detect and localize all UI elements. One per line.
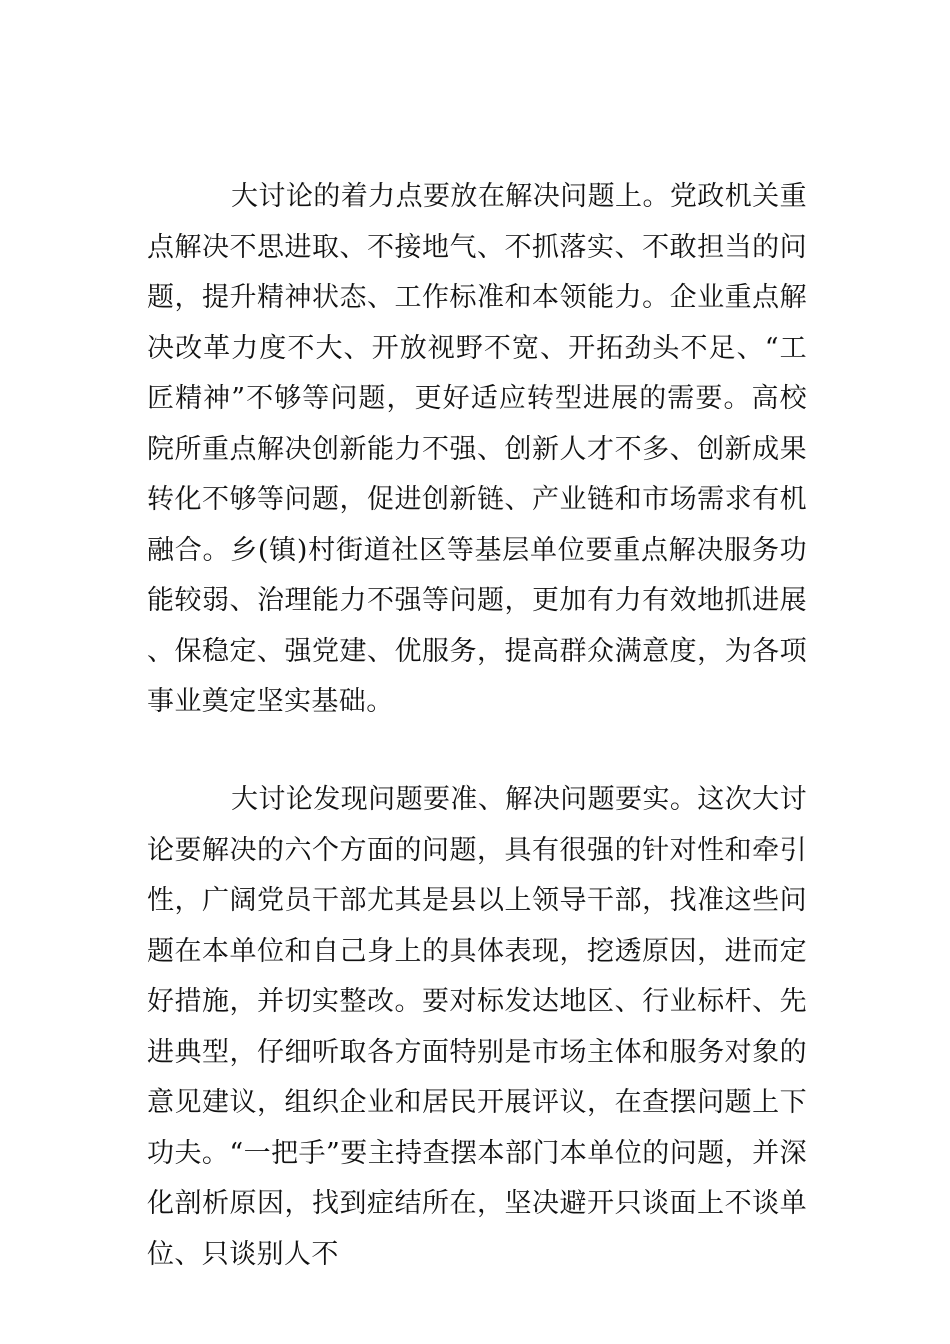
- body-paragraph-2: 大讨论发现问题要准、解决问题要实。这次大讨论要解决的六个方面的问题，具有很强的针对性和牵引性，广阔党员干部尤其是县以上领导干部，找准这些问题在本单位和自己身上的具体表现，挖透原因，进而定好措施，并切实整改。要对标发达地区、行业标杆、先进典型，仔细听取各方面特别是市场主体和服务对象的意见建议，组织企业和居民开展评议，在查摆问题上下功夫。“一把手”要主持查摆本部门本单位的问题，并深化剖析原因，找到症结所在，坚决避开只谈面上不谈单位、只谈别人不: [147, 784, 807, 1270]
- body-paragraph-1: 大讨论的着力点要放在解决问题上。党政机关重点解决不思进取、不接地气、不抓落实、不敢担当的问题，提升精神状态、工作标准和本领能力。企业重点解决改革力度不大、开放视野不宽、开拓劲头不足、“工匠精神”不够等问题，更好适应转型进展的需要。高校院所重点解决创新能力不强、创新人才不多、创新成果转化不够等问题，促进创新链、产业链和市场需求有机融合。乡(镇)村街道社区等基层单位要重点解决服务功能较弱、治理能力不强等问题，更加有力有效地抓进展、保稳定、强党建、优服务，提高群众满意度，为各项事业奠定坚实基础。: [147, 181, 807, 717]
